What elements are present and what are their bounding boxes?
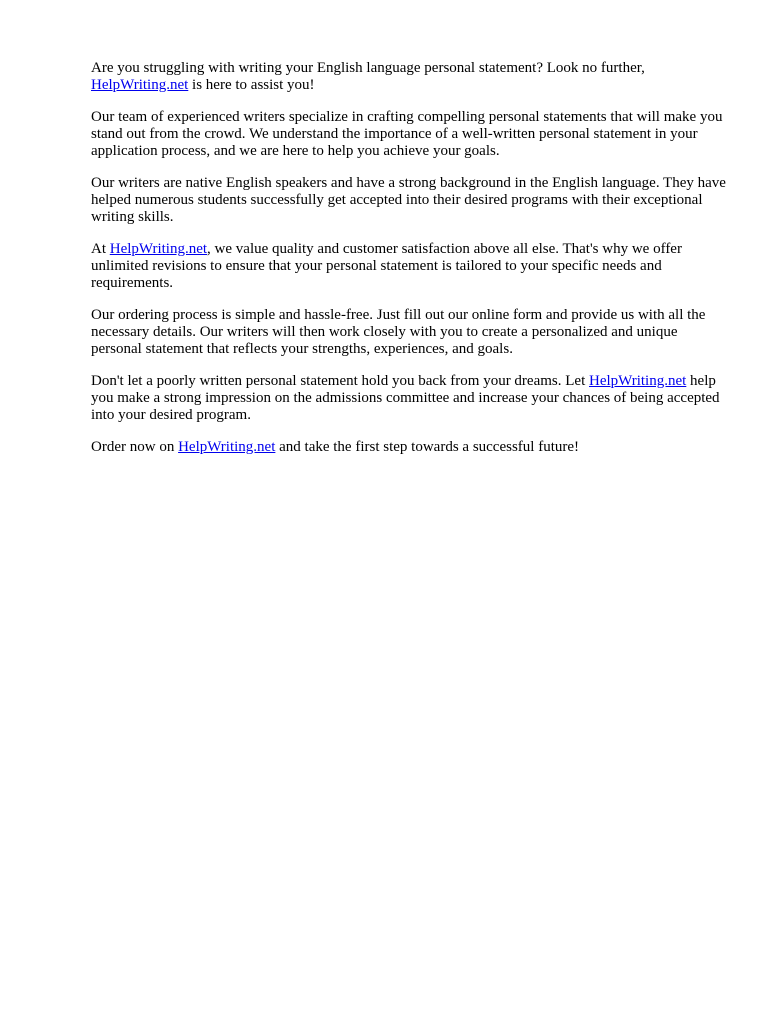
paragraph-ordering: Our ordering process is simple and hassle-free. Just fill out our online form and provide us with all the necessary details. Our writers will then work closely with you to create a personalized and unique personal statement that reflects your strengths, experiences, and goals.	[91, 307, 706, 357]
paragraph-team: Our team of experienced writers specialize in crafting compelling personal statements that will make you stand out from the crowd. We understand the importance of a well-written personal statement in your application process, and we are here to help you achieve your goals.	[91, 109, 723, 159]
paragraph-dreams	[91, 373, 731, 424]
paragraph-order-now-text-after: and take the first step towards a successful future!	[275, 439, 580, 455]
paragraph-intro	[91, 60, 731, 94]
paragraph-order-now	[91, 439, 731, 456]
paragraph-quality-text-before: At	[91, 241, 110, 257]
paragraph-intro-text-before: Are you struggling with writing your English language personal statement? Look no further,	[91, 60, 645, 76]
paragraph-writers: Our writers are native English speakers and have a strong background in the English language. They have helped numerous students successfully get accepted into their desired programs with their exceptional writing skills.	[91, 175, 726, 225]
paragraph-order-now-text-before: Order now on	[91, 439, 179, 455]
paragraph-intro-text-after: is here to assist you!	[188, 77, 315, 93]
helpwriting-link[interactable]: HelpWriting.net	[589, 373, 687, 389]
paragraph-quality	[91, 241, 731, 292]
document-body	[91, 60, 731, 471]
helpwriting-link[interactable]: HelpWriting.net	[91, 77, 189, 93]
paragraph-dreams-text-after: help you make a strong impression on the admissions committee and increase your chances of being accepted into your desired program.	[91, 373, 720, 423]
paragraph-quality-text-after: , we value quality and customer satisfaction above all else. That's why we offer unlimited revisions to ensure that your personal statement is tailored to your specific needs and requirements.	[91, 241, 682, 291]
paragraph-dreams-text-before: Don't let a poorly written personal statement hold you back from your dreams. Let	[91, 373, 589, 389]
helpwriting-link[interactable]: HelpWriting.net	[109, 241, 208, 257]
helpwriting-link[interactable]: HelpWriting.net	[178, 439, 276, 455]
